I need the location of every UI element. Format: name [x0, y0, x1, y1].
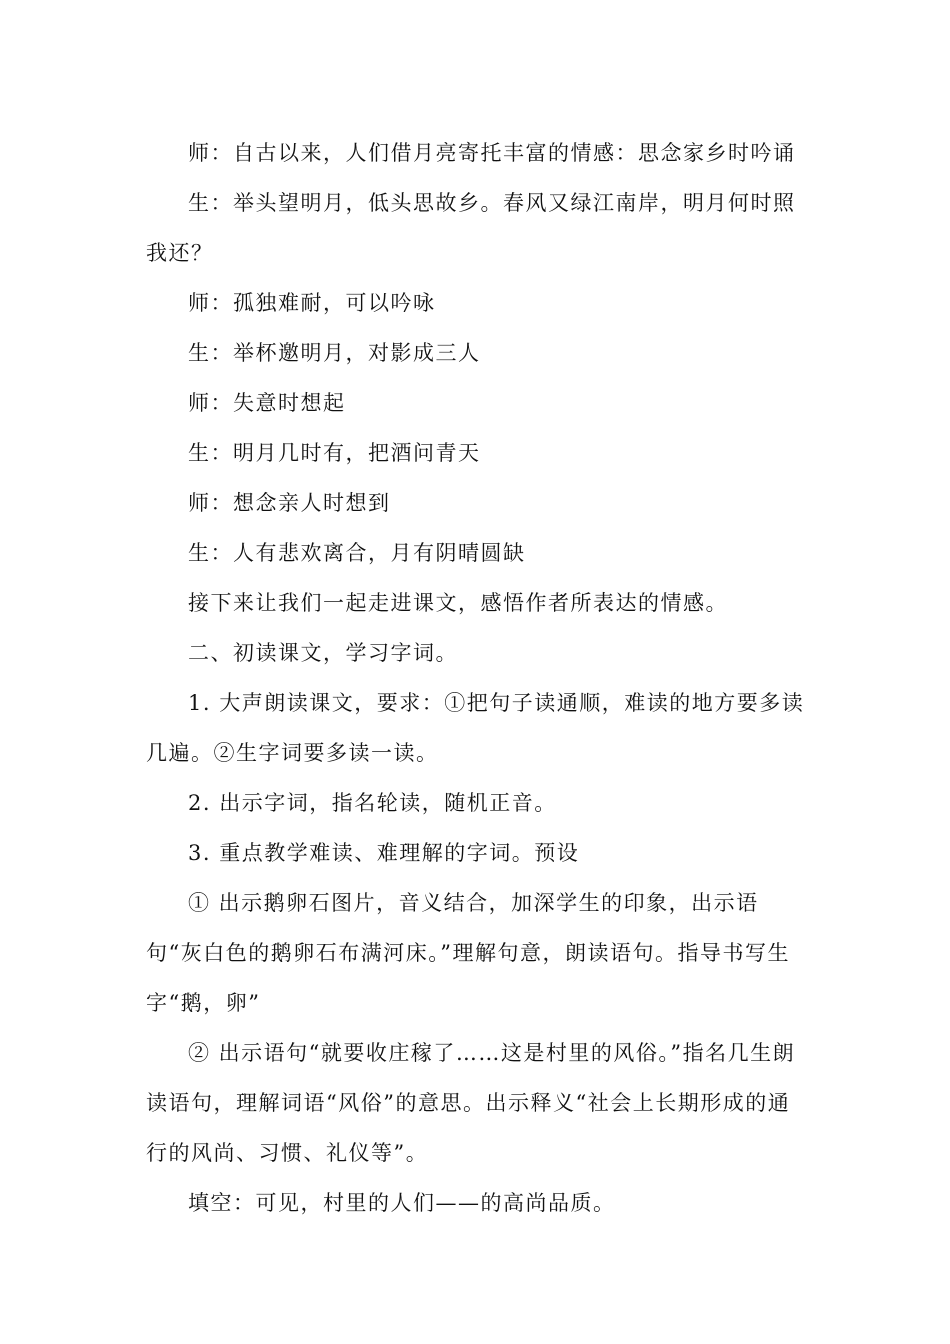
paragraph: 师：想念亲人时想到 [188, 491, 391, 515]
paragraph: 生：举头望明月，低头思故乡。春风又绿江南岸，明月何时照我还？ [146, 191, 796, 265]
sub-list-item: ① 出示鹅卵石图片，音义结合，加深学生的印象，出示语句“灰白色的鹅卵石布满河床。”理解句意，朗读语句。指导书写生字“鹅，卵” [146, 891, 790, 1015]
sub-list-item: ② 出示语句“就要收庄稼了……这是村里的风俗。”指名几生朗读语句，理解词语“风俗”的意思。出示释义“社会上长期形成的通行的风尚、习惯、礼仪等”。 [146, 1041, 796, 1165]
document-body [146, 128, 806, 1228]
list-item: 3. 重点教学难读、难理解的字词。预设 [188, 841, 580, 865]
paragraph: 师：失意时想起 [188, 391, 346, 415]
paragraph: 师：自古以来，人们借月亮寄托丰富的情感：思念家乡时吟诵 [188, 141, 796, 165]
section-heading: 二、初读课文，学习字词。 [188, 641, 458, 665]
paragraph: 生：举杯邀明月，对影成三人 [188, 341, 481, 365]
paragraph: 生：人有悲欢离合，月有阴晴圆缺 [188, 541, 526, 565]
list-item: 1. 大声朗读课文，要求：①把句子读通顺，难读的地方要多读几遍。②生字词要多读一读。 [146, 691, 805, 765]
paragraph: 填空：可见，村里的人们——的高尚品质。 [188, 1191, 616, 1215]
paragraph: 接下来让我们一起走进课文，感悟作者所表达的情感。 [188, 591, 728, 615]
paragraph: 生：明月几时有，把酒问青天 [188, 441, 481, 465]
list-item: 2. 出示字词，指名轮读，随机正音。 [188, 791, 557, 815]
paragraph: 师：孤独难耐，可以吟咏 [188, 291, 436, 315]
